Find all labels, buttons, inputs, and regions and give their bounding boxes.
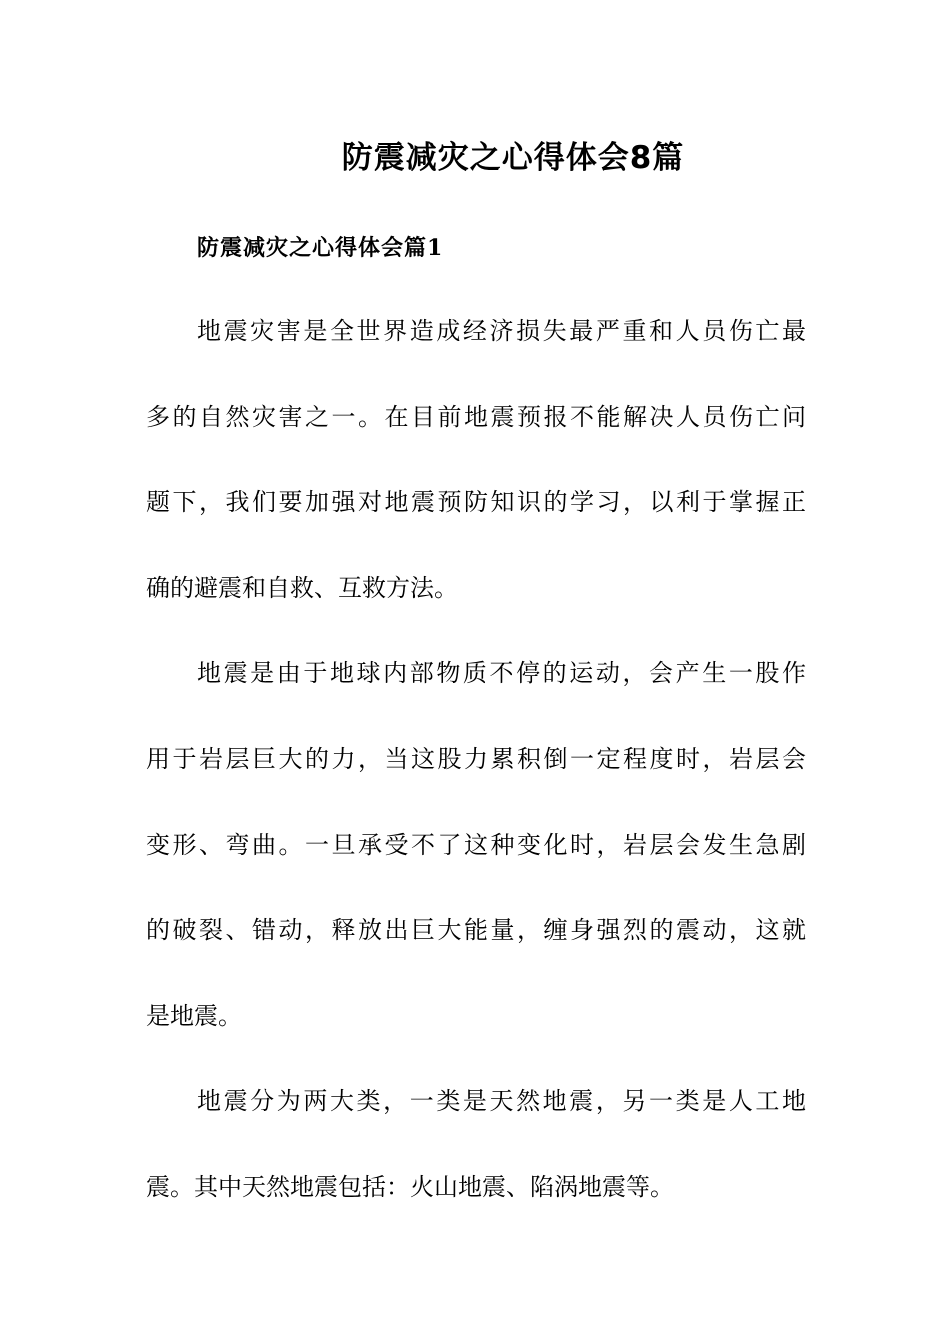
paragraph-line: 用于岩层巨大的力，当这股力累积倒一定程度时，岩层会 [146,745,806,773]
paragraph-line: 地震是由于地球内部物质不停的运动，会产生一股作 [197,659,806,687]
paragraph-line: 地震分为两大类，一类是天然地震，另一类是人工地 [197,1087,806,1115]
paragraph-line: 震。其中天然地震包括：火山地震、陷涡地震等。 [146,1173,674,1201]
paragraph-line: 确的避震和自救、互救方法。 [146,574,458,602]
paragraph-line: 变形、弯曲。一旦承受不了这种变化时，岩层会发生急剧 [146,831,806,859]
paragraph-line: 是地震。 [146,1002,242,1030]
paragraph-line: 多的自然灾害之一。在目前地震预报不能解决人员伤亡问 [146,403,806,431]
paragraph-line: 地震灾害是全世界造成经济损失最严重和人员伤亡最 [197,317,806,345]
paragraph-line: 题下，我们要加强对地震预防知识的学习，以利于掌握正 [146,488,806,516]
paragraph-line: 的破裂、错动，释放出巨大能量，缠身强烈的震动，这就 [146,916,806,944]
section-heading: 防震减灾之心得体会篇1 [197,235,444,261]
document-title: 防震减灾之心得体会8篇 [341,140,685,176]
